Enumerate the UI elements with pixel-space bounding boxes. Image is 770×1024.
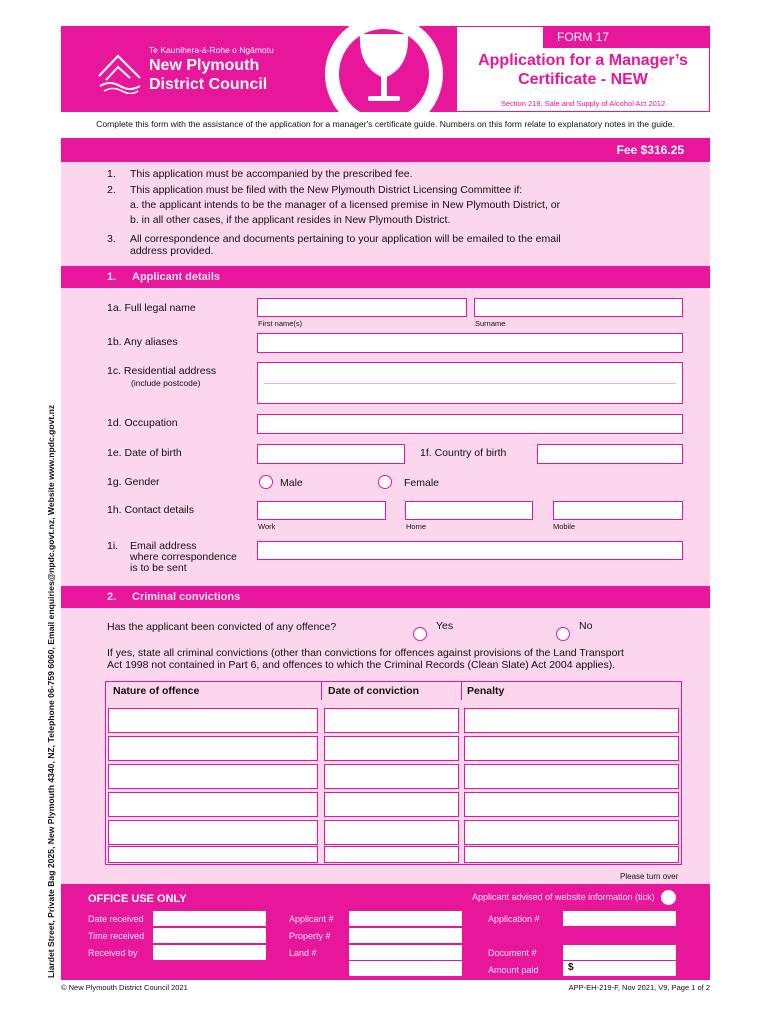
footer-copyright: © New Plymouth District Council 2021: [61, 983, 188, 992]
occupation-input[interactable]: [257, 414, 683, 434]
time-received-input[interactable]: [153, 928, 266, 943]
mobile-caption: Mobile: [553, 522, 576, 531]
convictions-question: Has the applicant been convicted of any offence?: [107, 621, 337, 633]
table-row[interactable]: [324, 792, 459, 817]
aliases-input[interactable]: [257, 333, 683, 353]
date-of-birth-input[interactable]: [257, 444, 405, 464]
note-3-line1: All correspondence and documents pertaining to your application will be emailed to the email: [130, 233, 561, 245]
note-2a: a. the applicant intends to be the manager of a licensed premise in New Plymouth District, or: [130, 199, 561, 211]
convictions-no-radio[interactable]: [556, 627, 570, 641]
form-title-line2: Certificate - NEW: [518, 71, 648, 88]
table-row[interactable]: [464, 846, 679, 863]
document-number-input[interactable]: [563, 945, 676, 960]
label-email-number: 1i.: [107, 540, 119, 552]
document-number-label: Document #: [488, 948, 537, 958]
application-number-label: Application #: [488, 914, 540, 924]
label-full-legal-name: 1a. Full legal name: [107, 302, 196, 314]
table-row[interactable]: [464, 764, 679, 789]
side-contact-text: Liardet Street, Private Bag 2025, New Plymouth 4340, NZ, Telephone 06-759 6060, Email enquiries@npdc.govt.nz, Website www.npdc.govt.nz: [46, 404, 56, 978]
property-number-label: Property #: [289, 931, 331, 941]
received-by-input[interactable]: [153, 945, 266, 960]
table-row[interactable]: [108, 820, 318, 845]
surname-input[interactable]: [474, 298, 683, 317]
office-use-title: OFFICE USE ONLY: [88, 893, 187, 905]
note-2: This application must be filed with the New Plymouth District Licensing Committee if:: [130, 184, 523, 196]
table-row[interactable]: [464, 792, 679, 817]
table-row[interactable]: [324, 708, 459, 733]
label-residential-address: 1c. Residential address: [107, 365, 217, 377]
convictions-no-label: No: [579, 620, 593, 632]
website-info-label: Applicant advised of website information (tick): [472, 892, 655, 902]
fee-bar: [61, 138, 710, 162]
convictions-yes-radio[interactable]: [413, 627, 427, 641]
gender-female-label: Female: [404, 477, 440, 489]
country-of-birth-input[interactable]: [537, 444, 683, 464]
table-header-penalty: Penalty: [467, 685, 505, 697]
section-2-title: Criminal convictions: [132, 591, 241, 603]
label-email-line3: is to be sent: [130, 562, 187, 574]
convictions-yes-label: Yes: [436, 620, 454, 632]
gender-female-radio[interactable]: [378, 475, 392, 489]
mountain-logo-icon: [96, 50, 146, 94]
table-row[interactable]: [324, 846, 459, 863]
wine-glass-icon: [320, 26, 448, 112]
label-email-line2: where correspondence: [130, 551, 237, 563]
label-contact-details: 1h. Contact details: [107, 504, 194, 516]
table-row[interactable]: [108, 792, 318, 817]
section-1-title: Applicant details: [132, 271, 221, 283]
postcode-hint: (include postcode): [131, 378, 201, 388]
footer-reference: APP-EH-219-F, Nov 2021, V9, Page 1 of 2: [568, 983, 710, 992]
property-number-input[interactable]: [349, 928, 462, 943]
received-by-label: Received by: [88, 948, 138, 958]
note-3-number: 3.: [107, 233, 116, 245]
table-row[interactable]: [324, 736, 459, 761]
table-row[interactable]: [464, 736, 679, 761]
land-number-input-2[interactable]: [349, 961, 462, 976]
table-header-divider-2: [461, 682, 462, 700]
label-country-of-birth: 1f. Country of birth: [420, 447, 507, 459]
home-phone-input[interactable]: [405, 501, 533, 520]
amount-paid-input[interactable]: [563, 961, 676, 976]
table-row[interactable]: [108, 846, 318, 863]
date-received-input[interactable]: [153, 911, 266, 926]
date-received-label: Date received: [88, 914, 144, 924]
note-2-number: 2.: [107, 184, 116, 196]
work-caption: Work: [258, 522, 276, 531]
table-row[interactable]: [464, 820, 679, 845]
residential-address-input[interactable]: [257, 362, 683, 404]
form-number: FORM 17: [557, 30, 610, 44]
applicant-number-label: Applicant #: [289, 914, 334, 924]
gender-male-radio[interactable]: [259, 475, 273, 489]
label-gender: 1g. Gender: [107, 476, 160, 488]
work-phone-input[interactable]: [257, 501, 386, 520]
table-row[interactable]: [324, 764, 459, 789]
website-info-checkbox[interactable]: [661, 890, 676, 905]
council-name-line1: New Plymouth: [149, 57, 260, 74]
note-2b: b. in all other cases, if the applicant resides in New Plymouth District.: [130, 214, 451, 226]
section-2-header: [61, 586, 710, 608]
note-3-line2: address provided.: [130, 245, 214, 257]
table-header-divider-1: [321, 682, 322, 700]
council-logo: [96, 50, 146, 94]
label-aliases: 1b. Any aliases: [107, 336, 178, 348]
table-row[interactable]: [108, 736, 318, 761]
table-header-date: Date of conviction: [328, 685, 420, 697]
section-1-header: [61, 266, 710, 288]
table-header-nature: Nature of offence: [113, 685, 200, 697]
fee-label: Fee $316.25: [616, 143, 684, 157]
land-number-input[interactable]: [349, 945, 462, 960]
land-number-label: Land #: [289, 948, 317, 958]
convictions-detail-line1: If yes, state all criminal convictions (other than convictions for offences against provisions of the Land Transport: [107, 647, 624, 659]
label-email-line1: Email address: [130, 540, 197, 552]
wine-glass-graphic: [320, 26, 448, 112]
address-divider: [264, 383, 676, 384]
council-maori-name: Te Kaunihera-ā-Rohe o Ngāmotu: [149, 45, 274, 55]
home-caption: Home: [406, 522, 427, 531]
label-date-of-birth: 1e. Date of birth: [107, 447, 182, 459]
intro-text: Complete this form with the assistance of the application for a manager's certificate guide. Numbers on this form relate to explanatory notes in the guide.: [96, 119, 675, 129]
section-2-number: 2.: [107, 591, 117, 603]
table-row[interactable]: [108, 764, 318, 789]
form-number-tab: [543, 26, 710, 48]
email-input[interactable]: [257, 541, 683, 560]
first-names-caption: First name(s): [258, 319, 303, 328]
act-reference: Section 219, Sale and Supply of Alcohol Act 2012: [500, 99, 666, 108]
table-row[interactable]: [108, 708, 318, 733]
mobile-phone-input[interactable]: [553, 501, 683, 520]
amount-paid-label: Amount paid: [488, 965, 539, 975]
first-names-input[interactable]: [257, 298, 467, 317]
note-1-number: 1.: [107, 168, 116, 180]
convictions-detail-line2: Act 1998 not contained in Part 6, and offences to which the Criminal Records (Clean Slate) Act 2004 applies).: [107, 659, 616, 671]
council-name-line2: District Council: [149, 76, 268, 93]
convictions-table: [105, 681, 682, 865]
form-title-line1: Application for a Manager’s: [478, 52, 688, 69]
application-number-input[interactable]: [563, 911, 676, 926]
label-occupation: 1d. Occupation: [107, 417, 178, 429]
section-1-number: 1.: [107, 271, 117, 283]
time-received-label: Time received: [88, 931, 145, 941]
please-turn-over: Please turn over: [620, 872, 679, 881]
table-row[interactable]: [324, 820, 459, 845]
surname-caption: Surname: [475, 319, 506, 328]
table-row[interactable]: [464, 708, 679, 733]
gender-male-label: Male: [280, 477, 303, 489]
note-1: This application must be accompanied by the prescribed fee.: [130, 168, 413, 180]
applicant-number-input[interactable]: [349, 911, 462, 926]
dollar-sign: $: [568, 962, 574, 973]
